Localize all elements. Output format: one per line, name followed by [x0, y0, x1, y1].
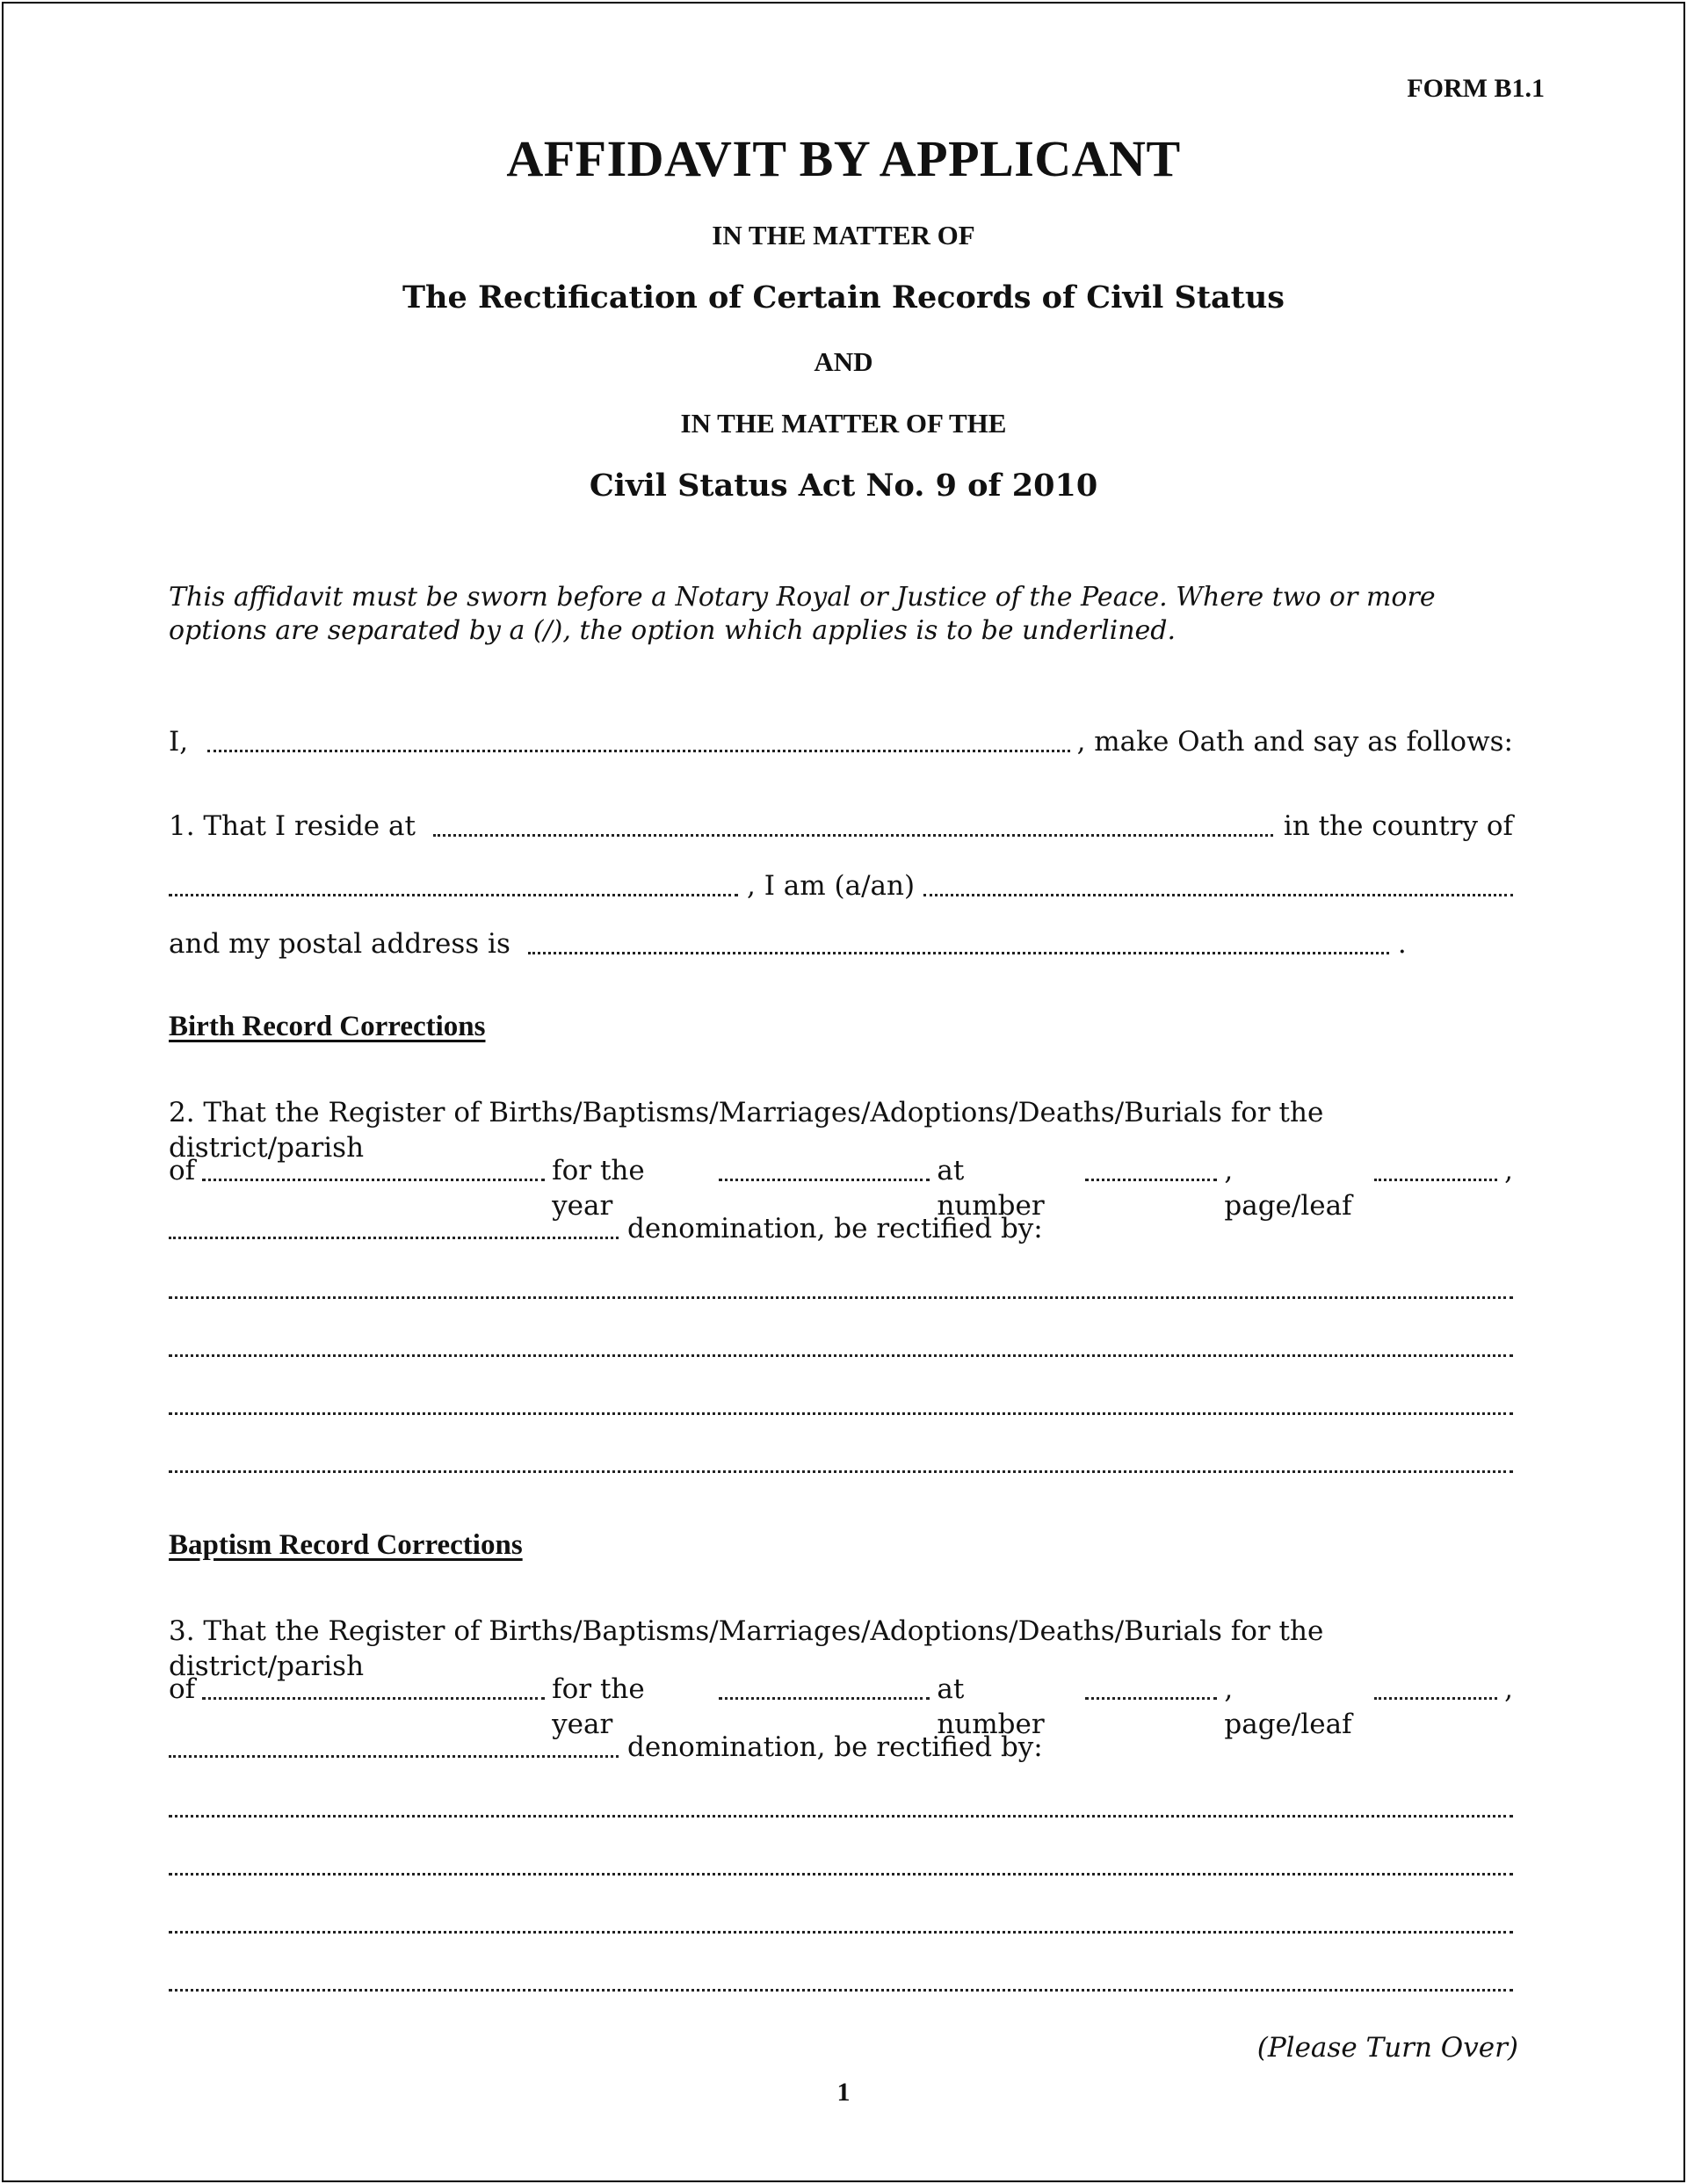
baptism-intro: 3. That the Register of Births/Baptisms/Marriages/Adoptions/Deaths/Burials for the district/parish	[169, 1615, 1324, 1682]
number-label: at number	[937, 1155, 1045, 1222]
rectification-field[interactable]	[169, 1986, 1513, 1992]
page-label: , page/leaf	[1224, 1155, 1352, 1222]
birth-denomination-line	[169, 1211, 1513, 1246]
denomination-field[interactable]	[169, 1234, 619, 1239]
matter-heading-2: IN THE MATTER OF THE	[680, 408, 1007, 439]
denomination-label: denomination, be rectified by:	[627, 1731, 1043, 1763]
rectification-field[interactable]	[169, 1410, 1513, 1415]
subject-heading: The Rectification of Certain Records of Civil Status	[402, 279, 1285, 316]
rectification-line[interactable]	[169, 1789, 1513, 1825]
district-field[interactable]	[202, 1694, 545, 1700]
page-leaf-field[interactable]	[1374, 1694, 1497, 1700]
year-label: for the year	[552, 1673, 645, 1740]
baptism-intro-line	[169, 1614, 1513, 1682]
page-label: , page/leaf	[1224, 1673, 1352, 1740]
baptism-section-heading: Baptism Record Corrections	[169, 1529, 523, 1561]
rectification-field[interactable]	[169, 1294, 1513, 1299]
denomination-label: denomination, be rectified by:	[627, 1213, 1043, 1244]
instructions-note: This affidavit must be sworn before a Notary Royal or Justice of the Peace. Where two or more options are separated by a (/), the option which applies is to be underlined.	[169, 582, 1436, 646]
matter-heading-1: IN THE MATTER OF	[712, 220, 975, 250]
of-label: of	[169, 1673, 196, 1705]
rectification-line[interactable]	[169, 1963, 1513, 1999]
rectification-line[interactable]	[169, 1271, 1513, 1306]
country-field[interactable]	[169, 891, 738, 896]
birth-intro: 2. That the Register of Births/Baptisms/Marriages/Adoptions/Deaths/Burials for the district/parish	[169, 1097, 1324, 1164]
page-number: 1	[836, 2078, 851, 2107]
country-label: in the country of	[1283, 810, 1513, 842]
oath-suffix: , make Oath and say as follows:	[1076, 726, 1513, 758]
of-label: of	[169, 1155, 196, 1186]
birth-register-line	[169, 1153, 1513, 1222]
postal-label: and my postal address is	[169, 928, 510, 960]
affidavit-page	[2, 2, 1685, 2182]
occupation-field[interactable]	[923, 891, 1513, 896]
act-heading: Civil Status Act No. 9 of 2010	[589, 468, 1098, 504]
rectification-line[interactable]	[169, 1329, 1513, 1364]
page-leaf-field[interactable]	[1374, 1176, 1497, 1181]
comma: ,	[1504, 1155, 1513, 1186]
entry-number-field[interactable]	[1085, 1694, 1217, 1700]
reside-label: 1. That I reside at	[169, 810, 416, 842]
comma: ,	[1504, 1673, 1513, 1705]
birth-intro-line	[169, 1095, 1513, 1164]
baptism-denomination-line	[169, 1730, 1513, 1765]
postal-end: .	[1397, 928, 1407, 960]
rectification-line[interactable]	[169, 1847, 1513, 1883]
rectification-line[interactable]	[169, 1445, 1513, 1480]
postal-address-field[interactable]	[528, 949, 1389, 954]
rectification-field[interactable]	[169, 1352, 1513, 1357]
rectification-field[interactable]	[169, 1870, 1513, 1876]
page-title: AFFIDAVIT BY APPLICANT	[506, 130, 1181, 187]
oath-line	[169, 724, 1513, 759]
number-label: at number	[937, 1673, 1045, 1740]
entry-number-field[interactable]	[1085, 1176, 1217, 1181]
rectification-line[interactable]	[169, 1387, 1513, 1422]
and-heading: AND	[814, 346, 873, 377]
birth-section-heading: Birth Record Corrections	[169, 1011, 486, 1042]
year-field[interactable]	[719, 1694, 930, 1700]
baptism-register-line	[169, 1672, 1513, 1740]
form-number: FORM B1.1	[1407, 74, 1545, 103]
rectification-field[interactable]	[169, 1812, 1513, 1818]
country-line	[169, 868, 1513, 903]
rectification-field[interactable]	[169, 1928, 1513, 1934]
denomination-field[interactable]	[169, 1752, 619, 1758]
year-field[interactable]	[719, 1176, 930, 1181]
residence-field[interactable]	[433, 831, 1273, 837]
please-turn-over: (Please Turn Over)	[1256, 2032, 1518, 2064]
occupation-label: , I am (a/an)	[747, 870, 916, 902]
postal-line	[169, 926, 1513, 961]
applicant-name-field[interactable]	[207, 747, 1069, 752]
district-field[interactable]	[202, 1176, 545, 1181]
rectification-field[interactable]	[169, 1468, 1513, 1473]
year-label: for the year	[552, 1155, 645, 1222]
residence-line	[169, 809, 1513, 844]
oath-prefix: I,	[169, 726, 189, 758]
rectification-line[interactable]	[169, 1905, 1513, 1941]
